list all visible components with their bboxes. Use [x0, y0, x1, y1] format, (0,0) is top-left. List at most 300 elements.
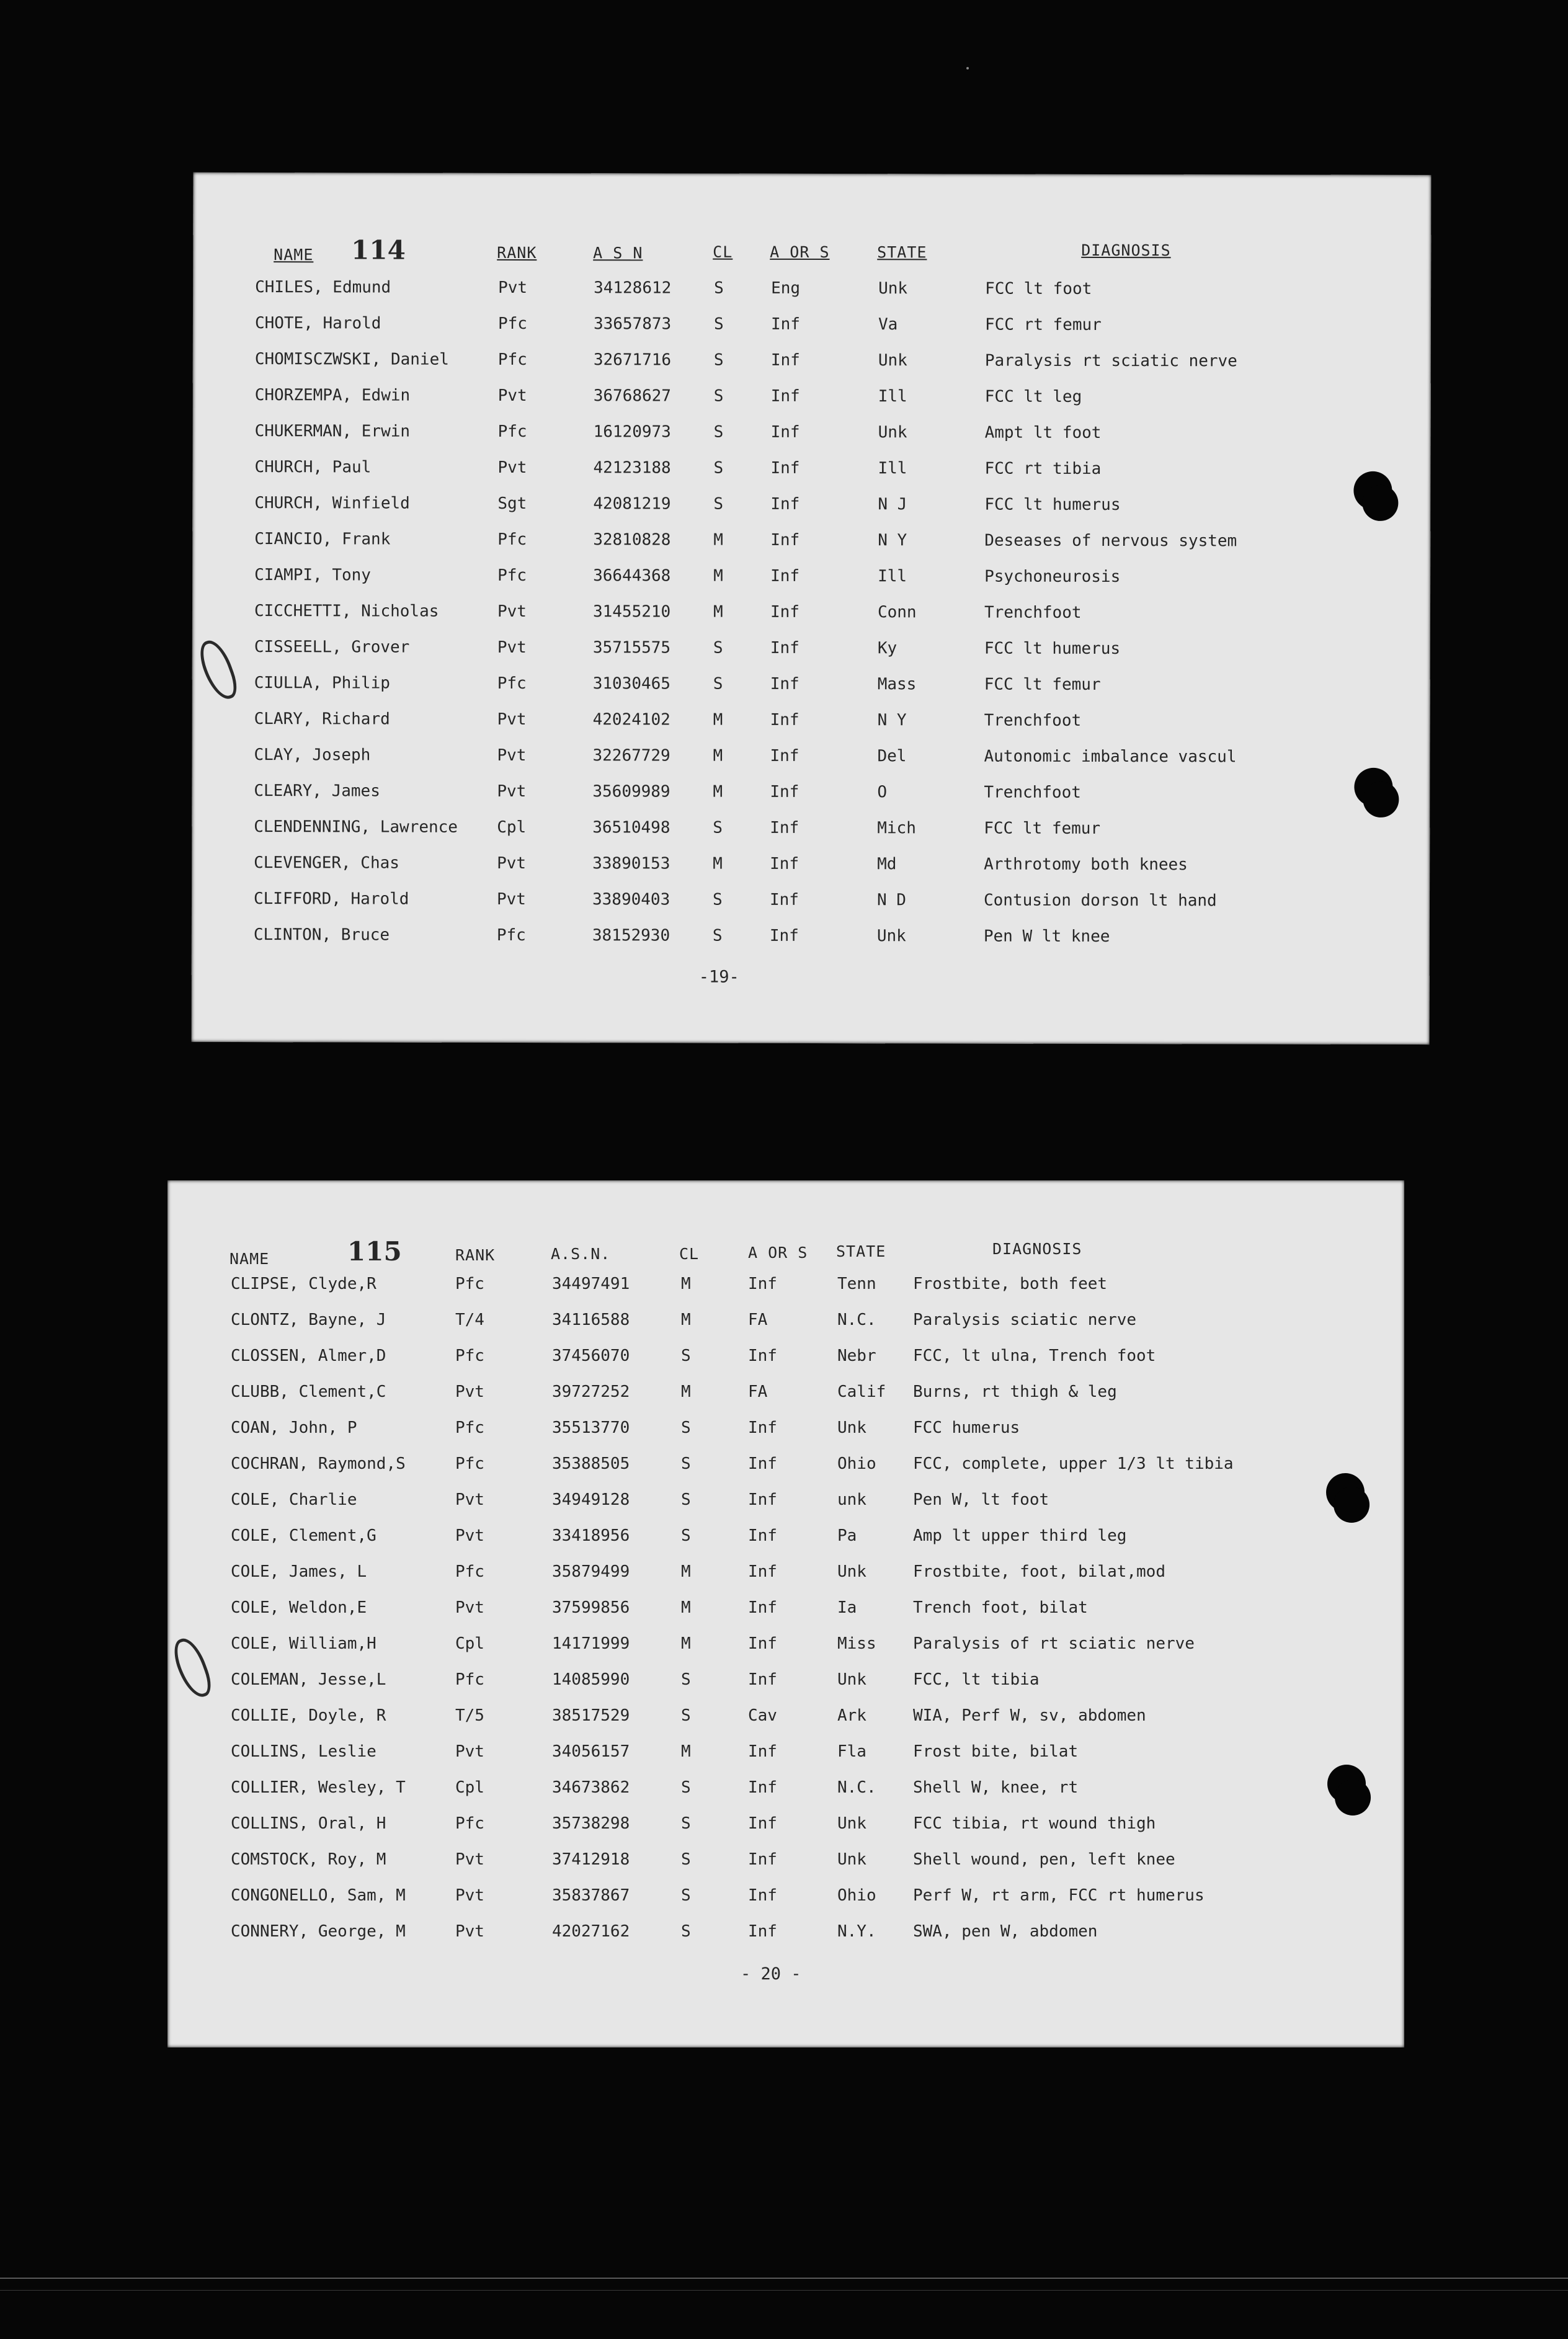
cell-cl: S — [681, 1490, 691, 1509]
cell-diagnosis: FCC lt foot — [985, 279, 1092, 298]
table-row — [167, 1598, 1404, 1629]
header-rank: RANK — [455, 1246, 496, 1264]
table-row — [167, 1850, 1404, 1881]
cell-cl: S — [713, 422, 724, 442]
cell-a-or-s: Inf — [770, 818, 800, 837]
cell-diagnosis: Shell W, knee, rt — [913, 1778, 1079, 1797]
cell-diagnosis: FCC humerus — [913, 1419, 1020, 1437]
header-state: STATE — [877, 243, 927, 262]
cell-asn: 14085990 — [552, 1670, 630, 1689]
cell-asn: 33890153 — [592, 854, 670, 873]
table-row — [167, 1562, 1404, 1593]
cell-diagnosis: Perf W, rt arm, FCC rt humerus — [913, 1886, 1205, 1905]
cell-cl: S — [681, 1922, 691, 1941]
cell-name: CLENDENNING, Lawrence — [254, 818, 458, 837]
table-row — [192, 530, 1430, 563]
cell-diagnosis: SWA, pen W, abdomen — [913, 1922, 1098, 1941]
cell-cl: S — [681, 1419, 691, 1437]
cell-diagnosis: Frostbite, foot, bilat,mod — [913, 1562, 1165, 1581]
cell-rank: Pfc — [455, 1419, 484, 1437]
cell-rank: Pfc — [455, 1347, 484, 1365]
cell-a-or-s: Inf — [770, 710, 800, 729]
cell-diagnosis: Psychoneurosis — [984, 567, 1121, 587]
cell-asn: 34497491 — [552, 1275, 630, 1293]
cell-asn: 31030465 — [592, 674, 671, 693]
roster-sheet-114 — [192, 172, 1432, 1045]
cell-state: Md — [877, 855, 897, 874]
cell-cl: M — [681, 1275, 691, 1293]
cell-rank: Pfc — [497, 530, 527, 550]
cell-asn: 38152930 — [592, 926, 670, 945]
cell-cl: M — [681, 1742, 691, 1761]
cell-a-or-s: Inf — [770, 314, 800, 334]
cell-rank: Pvt — [497, 458, 527, 478]
cell-cl: S — [681, 1850, 691, 1869]
table-row — [193, 422, 1431, 455]
cell-diagnosis: Paralysis rt sciatic nerve — [984, 351, 1237, 371]
cell-diagnosis: FCC, complete, upper 1/3 lt tibia — [913, 1455, 1234, 1473]
cell-name: CIANCIO, Frank — [254, 530, 391, 549]
cell-a-or-s: Inf — [748, 1634, 777, 1653]
cell-name: COMSTOCK, Roy, M — [231, 1850, 386, 1869]
cell-asn: 37412918 — [552, 1850, 630, 1869]
cell-diagnosis: FCC tibia, rt wound thigh — [913, 1814, 1156, 1833]
table-row — [167, 1347, 1404, 1378]
cell-cl: S — [713, 494, 724, 514]
cell-name: COLLINS, Oral, H — [231, 1814, 386, 1833]
cell-cl: S — [713, 638, 723, 657]
cell-state: Ky — [877, 639, 898, 658]
header-a-or-s: A OR S — [748, 1244, 808, 1262]
cell-asn: 38517529 — [552, 1706, 630, 1725]
cell-state: Mich — [877, 819, 916, 838]
cell-diagnosis: Arthrotomy both knees — [984, 855, 1188, 875]
cell-name: CLOSSEN, Almer,D — [231, 1347, 386, 1365]
cell-state: Unk — [837, 1670, 866, 1689]
table-row — [167, 1886, 1404, 1917]
cell-asn: 32267729 — [592, 746, 670, 765]
cell-diagnosis: Ampt lt foot — [984, 423, 1102, 442]
cell-diagnosis: Frost bite, bilat — [913, 1742, 1079, 1761]
page-number: - 20 - — [741, 1964, 801, 1984]
cell-asn: 42081219 — [593, 494, 671, 514]
cell-asn: 34056157 — [552, 1742, 630, 1761]
cell-name: COCHRAN, Raymond,S — [231, 1455, 406, 1473]
cell-diagnosis: Shell wound, pen, left knee — [913, 1850, 1175, 1869]
cell-diagnosis: Trenchfoot — [984, 603, 1082, 622]
cell-asn: 34673862 — [552, 1778, 630, 1797]
cell-diagnosis: Paralysis sciatic nerve — [913, 1311, 1137, 1329]
cell-state: Fla — [837, 1742, 866, 1761]
cell-asn: 42123188 — [593, 458, 671, 478]
header-cl: CL — [713, 243, 733, 261]
header-state: STATE — [836, 1242, 886, 1260]
cell-name: CLIFFORD, Harold — [253, 889, 409, 909]
cell-a-or-s: Inf — [748, 1670, 777, 1689]
header-diagnosis: DIAGNOSIS — [992, 1240, 1082, 1258]
cell-asn: 36510498 — [592, 818, 670, 837]
cell-asn: 33657873 — [593, 314, 672, 334]
table-row — [193, 278, 1431, 311]
cell-state: Unk — [837, 1850, 866, 1869]
cell-a-or-s: Inf — [770, 494, 800, 514]
cell-state: Ill — [878, 459, 907, 478]
cell-state: Conn — [877, 603, 917, 622]
cell-rank: Pfc — [455, 1562, 484, 1581]
cell-a-or-s: Inf — [748, 1814, 777, 1833]
cell-rank: Pfc — [497, 350, 527, 370]
cell-rank: Pfc — [497, 422, 527, 442]
cell-a-or-s: Inf — [770, 638, 800, 657]
cell-a-or-s: Inf — [748, 1347, 777, 1365]
cell-name: CLIPSE, Clyde,R — [231, 1275, 376, 1293]
cell-state: Ia — [837, 1598, 857, 1617]
cell-a-or-s: Inf — [770, 530, 800, 550]
cell-a-or-s: Inf — [748, 1778, 777, 1797]
cell-asn: 35738298 — [552, 1814, 630, 1833]
cell-cl: S — [681, 1886, 691, 1905]
table-row — [192, 566, 1430, 599]
cell-name: CLARY, Richard — [254, 710, 390, 729]
cell-rank: Pfc — [496, 925, 526, 945]
cell-name: CLUBB, Clement,C — [231, 1383, 386, 1401]
cell-rank: Pvt — [497, 782, 527, 801]
cell-cl: M — [713, 854, 723, 873]
cell-state: Pa — [837, 1526, 857, 1545]
cell-cl: S — [713, 314, 724, 334]
table-row — [192, 458, 1430, 491]
cell-a-or-s: Inf — [748, 1526, 777, 1545]
cell-cl: S — [681, 1814, 691, 1833]
table-row — [192, 782, 1430, 815]
table-row — [192, 889, 1430, 923]
cell-asn: 33890403 — [592, 890, 670, 909]
cell-state: Nebr — [837, 1347, 876, 1365]
cell-state: Mass — [877, 675, 917, 694]
cell-name: CHORZEMPA, Edwin — [254, 386, 411, 405]
cell-a-or-s: Inf — [748, 1490, 777, 1509]
cell-state: Va — [878, 315, 898, 334]
header-name: NAME — [274, 246, 314, 264]
cell-state: N.Y. — [837, 1922, 876, 1941]
cell-cl: S — [681, 1778, 691, 1797]
cell-a-or-s: Inf — [748, 1922, 777, 1941]
table-row — [167, 1814, 1404, 1845]
cell-cl: M — [681, 1383, 691, 1401]
cell-rank: Pvt — [455, 1598, 484, 1617]
cell-rank: Pvt — [455, 1850, 484, 1869]
cell-cl: S — [712, 890, 723, 909]
cell-cl: M — [713, 602, 723, 622]
cell-asn: 34116588 — [552, 1311, 630, 1329]
cell-state: Del — [877, 747, 907, 766]
cell-name: CLEARY, James — [254, 782, 380, 801]
cell-cl: S — [681, 1347, 691, 1365]
cell-cl: M — [713, 782, 723, 801]
cell-name: CIAMPI, Tony — [254, 566, 371, 585]
cell-diagnosis: FCC, lt tibia — [913, 1670, 1040, 1689]
cell-cl: M — [713, 566, 723, 586]
cell-cl: M — [713, 746, 723, 765]
cell-state: N D — [876, 891, 907, 910]
cell-asn: 36644368 — [593, 566, 671, 586]
cell-rank: Pfc — [455, 1814, 484, 1833]
cell-name: CLINTON, Bruce — [253, 925, 390, 945]
cell-state: Miss — [837, 1634, 876, 1653]
table-row — [167, 1706, 1404, 1737]
table-row — [192, 818, 1430, 851]
cell-rank: T/5 — [455, 1706, 484, 1725]
table-row — [167, 1526, 1404, 1557]
table-row — [193, 350, 1431, 383]
cell-name: CHILES, Edmund — [255, 278, 391, 297]
card-number: 115 — [347, 1236, 402, 1267]
cell-diagnosis: Contusion dorson lt hand — [983, 891, 1217, 911]
table-row — [193, 314, 1431, 347]
cell-rank: Cpl — [497, 818, 527, 837]
table-row — [167, 1383, 1404, 1414]
cell-rank: Pfc — [455, 1275, 484, 1293]
cell-state: O — [877, 783, 888, 802]
punch-hole — [1335, 1780, 1371, 1816]
cell-a-or-s: Inf — [770, 746, 800, 765]
cell-name: CICCHETTI, Nicholas — [254, 602, 439, 621]
cell-rank: Pvt — [497, 602, 527, 622]
cell-a-or-s: Eng — [771, 278, 801, 298]
cell-a-or-s: Inf — [748, 1850, 777, 1869]
table-row — [192, 674, 1430, 707]
cell-asn: 35388505 — [552, 1455, 630, 1473]
cell-a-or-s: Inf — [770, 350, 800, 370]
cell-diagnosis: Autonomic imbalance vascul — [984, 747, 1237, 767]
cell-name: CLEVENGER, Chas — [254, 853, 399, 873]
cell-name: COLLIER, Wesley, T — [231, 1778, 406, 1797]
cell-state: N J — [878, 495, 907, 514]
table-row — [192, 638, 1430, 671]
cell-rank: Pfc — [497, 314, 527, 334]
film-speck — [966, 67, 969, 69]
punch-hole — [1363, 782, 1399, 818]
cell-diagnosis: Deseases of nervous system — [984, 531, 1237, 551]
table-row — [167, 1490, 1404, 1521]
cell-asn: 35609989 — [592, 782, 670, 801]
cell-name: CLAY, Joseph — [254, 746, 371, 765]
cell-cl: S — [714, 278, 724, 298]
table-row — [167, 1634, 1404, 1665]
cell-cl: M — [713, 530, 723, 550]
cell-diagnosis: Trenchfoot — [984, 783, 1081, 802]
cell-diagnosis: Trench foot, bilat — [913, 1598, 1088, 1617]
cell-cl: S — [681, 1670, 691, 1689]
cell-a-or-s: Inf — [770, 458, 800, 478]
cell-state: N.C. — [837, 1778, 876, 1797]
cell-diagnosis: Pen W lt knee — [983, 927, 1110, 947]
cell-diagnosis: Paralysis of rt sciatic nerve — [913, 1634, 1195, 1653]
table-row — [167, 1275, 1404, 1306]
cell-a-or-s: Inf — [748, 1455, 777, 1473]
cell-rank: Pvt — [497, 746, 527, 765]
cell-cl: M — [713, 710, 723, 729]
cell-asn: 16120973 — [593, 422, 671, 442]
header-a-or-s: A OR S — [770, 243, 830, 262]
header-diagnosis: DIAGNOSIS — [1081, 241, 1171, 260]
cell-cl: S — [681, 1526, 691, 1545]
cell-diagnosis: FCC rt tibia — [984, 459, 1102, 478]
cell-cl: S — [681, 1706, 691, 1725]
cell-cl: S — [713, 674, 723, 693]
cell-name: CLONTZ, Bayne, J — [231, 1311, 386, 1329]
roster-sheet-115 — [167, 1180, 1404, 2047]
cell-a-or-s: Inf — [748, 1742, 777, 1761]
cell-asn: 34949128 — [552, 1490, 630, 1509]
cell-state: Unk — [878, 423, 907, 442]
cell-a-or-s: Inf — [769, 890, 800, 909]
punch-hole — [1334, 1487, 1370, 1523]
cell-state: Ill — [878, 567, 907, 586]
cell-state: Ark — [837, 1706, 866, 1725]
cell-state: N Y — [877, 711, 907, 730]
cell-asn: 36768627 — [593, 386, 671, 406]
cell-name: COLE, Weldon,E — [231, 1598, 367, 1617]
cell-name: COLLINS, Leslie — [231, 1742, 376, 1761]
film-edge-line — [0, 2290, 1568, 2291]
column-headers — [193, 172, 1431, 265]
cell-state: Ill — [878, 387, 907, 406]
cell-diagnosis: FCC lt femur — [984, 675, 1101, 694]
cell-a-or-s: Inf — [770, 602, 800, 622]
table-row — [192, 853, 1430, 887]
cell-a-or-s: Inf — [748, 1275, 777, 1293]
cell-cl: M — [681, 1598, 691, 1617]
cell-name: COLLIE, Doyle, R — [231, 1706, 386, 1725]
cell-diagnosis: Pen W, lt foot — [913, 1490, 1049, 1509]
cell-name: CONNERY, George, M — [231, 1922, 406, 1941]
cell-rank: Pvt — [497, 638, 527, 657]
cell-state: Unk — [878, 279, 908, 298]
cell-rank: Cpl — [455, 1778, 484, 1797]
cell-asn: 34128612 — [594, 278, 672, 298]
cell-rank: Pvt — [497, 710, 527, 729]
cell-name: CONGONELLO, Sam, M — [231, 1886, 406, 1905]
cell-a-or-s: Inf — [748, 1598, 777, 1617]
cell-rank: Pvt — [497, 853, 527, 873]
table-row — [192, 710, 1430, 743]
cell-asn: 33418956 — [552, 1526, 630, 1545]
cell-a-or-s: FA — [748, 1383, 768, 1401]
cell-name: COLEMAN, Jesse,L — [231, 1670, 386, 1689]
cell-rank: Pvt — [455, 1526, 484, 1545]
cell-diagnosis: FCC, lt ulna, Trench foot — [913, 1347, 1156, 1365]
cell-cl: S — [713, 458, 724, 478]
cell-cl: M — [681, 1562, 691, 1581]
cell-name: COLE, William,H — [231, 1634, 376, 1653]
cell-rank: Sgt — [497, 494, 527, 514]
cell-diagnosis: WIA, Perf W, sv, abdomen — [913, 1706, 1146, 1725]
cell-name: COLE, Clement,G — [231, 1526, 376, 1545]
table-row — [192, 602, 1430, 635]
cell-a-or-s: Inf — [748, 1562, 777, 1581]
cell-state: Unk — [876, 927, 906, 946]
cell-cl: M — [681, 1311, 691, 1329]
cell-asn: 31455210 — [592, 602, 671, 622]
cell-a-or-s: FA — [748, 1311, 768, 1329]
table-row — [167, 1670, 1404, 1701]
cell-asn: 35715575 — [592, 638, 671, 657]
cell-asn: 39727252 — [552, 1383, 630, 1401]
cell-name: CIULLA, Philip — [254, 674, 390, 693]
table-row — [193, 386, 1431, 419]
cell-rank: Pvt — [455, 1383, 484, 1401]
cell-asn: 35837867 — [552, 1886, 630, 1905]
table-row — [192, 746, 1430, 779]
cell-rank: Pvt — [455, 1742, 484, 1761]
cell-a-or-s: Inf — [770, 566, 800, 586]
table-row — [192, 494, 1430, 527]
cell-rank: Pvt — [455, 1922, 484, 1941]
cell-diagnosis: FCC lt leg — [984, 387, 1082, 406]
cell-name: CHURCH, Winfield — [254, 494, 410, 513]
cell-state: Unk — [878, 351, 907, 370]
cell-a-or-s: Inf — [748, 1419, 777, 1437]
cell-state: Unk — [837, 1814, 866, 1833]
header-name: NAME — [229, 1250, 270, 1268]
cell-a-or-s: Inf — [748, 1886, 777, 1905]
cell-asn: 35513770 — [552, 1419, 630, 1437]
cell-cl: S — [713, 350, 724, 370]
cell-state: Tenn — [837, 1275, 876, 1293]
cell-asn: 32810828 — [593, 530, 671, 550]
cell-a-or-s: Inf — [770, 422, 800, 442]
cell-cl: S — [712, 926, 723, 945]
header-asn: A.S.N. — [551, 1245, 611, 1263]
cell-state: unk — [837, 1490, 866, 1509]
cell-rank: Pvt — [498, 278, 528, 298]
cell-state: Unk — [837, 1562, 866, 1581]
cell-a-or-s: Inf — [770, 386, 800, 406]
table-row — [167, 1778, 1404, 1809]
cell-diagnosis: FCC lt humerus — [984, 639, 1121, 659]
cell-diagnosis: Burns, rt thigh & leg — [913, 1383, 1117, 1401]
cell-rank: Pfc — [497, 674, 527, 693]
cell-rank: Cpl — [455, 1634, 484, 1653]
header-asn: A S N — [593, 244, 643, 262]
cell-state: N.C. — [837, 1311, 876, 1329]
cell-name: CHOMISCZWSKI, Daniel — [254, 350, 449, 369]
cell-asn: 32671716 — [593, 350, 672, 370]
cell-rank: Pfc — [455, 1670, 484, 1689]
card-number: 114 — [351, 234, 406, 265]
cell-a-or-s: Inf — [770, 674, 800, 693]
table-row — [167, 1311, 1404, 1342]
cell-rank: Pvt — [455, 1886, 484, 1905]
cell-diagnosis: FCC lt femur — [984, 819, 1101, 838]
cell-a-or-s: Cav — [748, 1706, 777, 1725]
header-cl: CL — [679, 1245, 700, 1263]
cell-state: Ohio — [837, 1886, 876, 1905]
table-row — [192, 925, 1430, 959]
page-number: -19- — [698, 967, 739, 987]
cell-name: COAN, John, P — [231, 1419, 357, 1437]
cell-a-or-s: Inf — [770, 854, 800, 873]
cell-asn: 42027162 — [552, 1922, 630, 1941]
film-edge-line — [0, 2278, 1568, 2279]
cell-asn: 35879499 — [552, 1562, 630, 1581]
cell-name: COLE, Charlie — [231, 1490, 357, 1509]
cell-a-or-s: Inf — [769, 926, 799, 945]
cell-name: CHUKERMAN, Erwin — [254, 422, 411, 441]
cell-state: Ohio — [837, 1455, 876, 1473]
cell-diagnosis: Frostbite, both feet — [913, 1275, 1108, 1293]
